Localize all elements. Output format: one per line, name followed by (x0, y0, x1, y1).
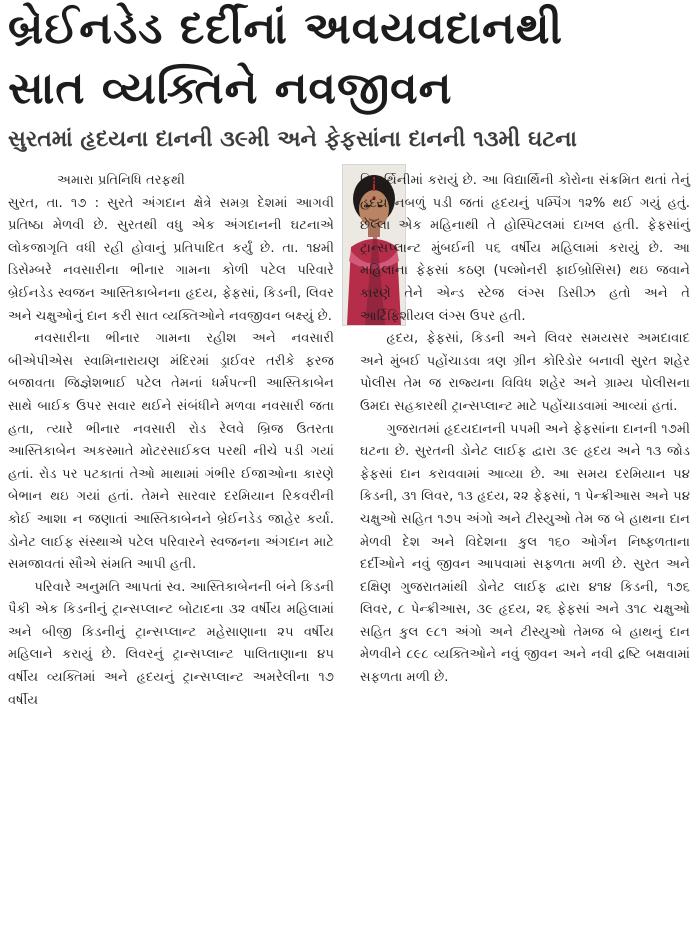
paragraph-6: ગુજરાતમાં હૃદયદાનની ૫૫મી અને ફેફસાંના દાનની ૧૭મી ઘટના છે. સુરતની ડોનેટ લાઈફ દ્વારા ૩૯ હૃદય અને ૧૩ જોડ ફેફસાં દાન કરાવવામાં આવ્યા છે. આ સમય દરમિયાન ૫૪ કિડની, ૩૧ લિવર, ૧૩ હૃદય, ૨૨ ફેફસાં, ૧ પેન્ક્રીઆસ અને ૫૪ ચક્ષુઓ સહિત ૧૭૫ અંગો અને ટીસ્યુઓ તેમ જ બે હાથના દાન મેળવી દેશ અને વિદેશના કુલ ૧૬૦ ઓર્ગન નિષ્ફળતાના દર્દીઓને નવું જીવન આપવામાં સફળતા મળી છે. સુરત અને દક્ષિણ ગુજરાતમાંથી ડોનેટ લાઈફ દ્વારા ૪૧૪ કિડની, ૧૭૬ લિવર, ૮ પેન્ક્રીઆસ, ૩૯ હૃદય, ૨૬ ફેફસાં અને ૩૧૮ ચક્ષુઓ સહિત કુલ ૯૮૧ અંગો અને ટીસ્યુઓ તેમજ બે હાથનું દાન મેળવીને ૮૯૮ વ્યક્તિઓને નવું જીવન અને નવી દ્રષ્ટિ બક્ષવામાં સફળતા મળી છે. (360, 421, 690, 686)
article-column-left (8, 170, 334, 712)
paragraph-1: સુરત, તા. ૧૭ : સુરતે અંગદાન ક્ષેત્રે સમગ્ર દેશમાં આગવી પ્રતિષ્ઠા મેળવી છે. સુરતથી વધુ એક અંગદાનની ઘટનાએ લોકજાગૃતિ વધી રહી હોવાનું પ્રતિપાદિત કર્યું છે. તા. ૧૪મી ડિસેમ્બરે નવસારીના ભીનાર ગામના કોળી પટેલ પરિવારે બ્રેઈનડેડ સ્વજન આસ્તિકાબેનના હૃદય, ફેફસાં, કિડની, લિવર અને ચક્ષુઓનું દાન કરી સાત વ્યક્તિઓને નવજીવન બક્ષ્યું છે. (8, 195, 334, 324)
byline: અમારા પ્રતિનિધિ તરફથી (57, 173, 185, 188)
paragraph-3: પરિવારે અનુમતિ આપતાં સ્વ. આસ્તિકાબેનની બંને કિડની પૈકી એક કિડનીનું ટ્રાન્સપ્લાન્ટ બોટાદના ૩૨ વર્ષીય મહિલામાં અને બીજી કિડનીનું ટ્રાન્સપ્લાન્ટ મહેસાણાના ૨૫ વર્ષીય મહિલાને કરાયું છે. લિવરનું ટ્રાન્સપ્લાન્ટ પાલિતાણાના ૪૫ વર્ષીય વ્યક્તિમાં અને હૃદયનું ટ્રાન્સપ્લાન્ટ અમરેલીના ૧૭ વર્ષીય (8, 579, 334, 708)
article-column-right (360, 170, 690, 690)
paragraph-2: નવસારીના ભીનાર ગામના રહીશ અને નવસારી બીએપીએસ સ્વામિનારાયણ મંદિરમાં ડ્રાઈવર તરીકે ફરજ બજાવતા જિજ્ઞેશભાઈ પટેલ તેમનાં ધર્મપત્ની આસ્તિકાબેન સાથે બાઈક ઉપર સવાર થઈને સંબંધીને મળવા નવસારી જતા હતા, ત્યારે ભીનાર નવસારી રોડ રેલવે બ્રિજ ઉતરતા આસ્તિકાબેન અકસ્માતે મોટરસાઈકલ પરથી નીચે પડી ગયાં હતાં. રોડ પર પટકાતાં તેઓ માથામાં ગંભીર ઈજાઓના કારણે બેભાન થઇ ગયાં હતાં. તેમને સારવાર દરમિયાન રિકવરીની કોઈ આશા ન જણાતાં આસ્તિકાબેનને બ્રેઈનડેડ જાહેર કર્યા. ડોનેટ લાઈફ સંસ્થાએ પટેલ પરિવારને સ્વજનના અંગદાન માટે સમજાવતાં સૌએ સંમતિ આપી હતી. (8, 331, 334, 573)
subheadline: સુરતમાં હૃદયના દાનની ૩૯મી અને ફેફસાંના દાનની ૧૩મી ઘટના (8, 127, 577, 152)
headline-line-1: બ્રેઈનડેડ દર્દીનાં અવયવદાનથી (8, 3, 564, 54)
paragraph-4: વિદ્યાર્થિનીમાં કરાયું છે. આ વિદ્યાર્થિની કોરોના સંક્રમિત થતાં તેનું હૃદય નબળું પડી જતાં હૃદયનું પમ્પિંગ ૧૨% થઈ ગયું હતું. છેલ્લા એક મહિનાથી તે હોસ્પિટલમાં દાખલ હતી. ફેફસાંનું ટ્રાન્સપ્લાન્ટ મુંબઈની ૫૬ વર્ષીય મહિલામાં કરાયું છે. આ મહિલાના ફેફસાં કઠણ (પલ્મોનરી ફાઈબ્રોસિસ) થઇ જવાને કારણે તેને એન્ડ સ્ટેજ લંગ્સ ડિસીઝ હતો અને તે આર્ટિફિશીયલ લંગ્સ ઉપર હતી. (360, 173, 690, 324)
paragraph-5: હૃદય, ફેફસાં, કિડની અને લિવર સમયસર અમદાવાદ અને મુંબઈ પહોંચાડવા ત્રણ ગ્રીન કોરિડોર બનાવી સુરત શહેર પોલીસ તેમ જ રાજ્યના વિવિધ શહેર અને ગ્રામ્ય પોલીસના ઉમદા સહકારથી ટ્રાન્સપ્લાન્ટ માટે પહોંચાડવામાં આવ્યાં હતાં. (360, 331, 690, 414)
headline-line-2: સાત વ્યક્તિને નવજીવન (8, 63, 453, 114)
